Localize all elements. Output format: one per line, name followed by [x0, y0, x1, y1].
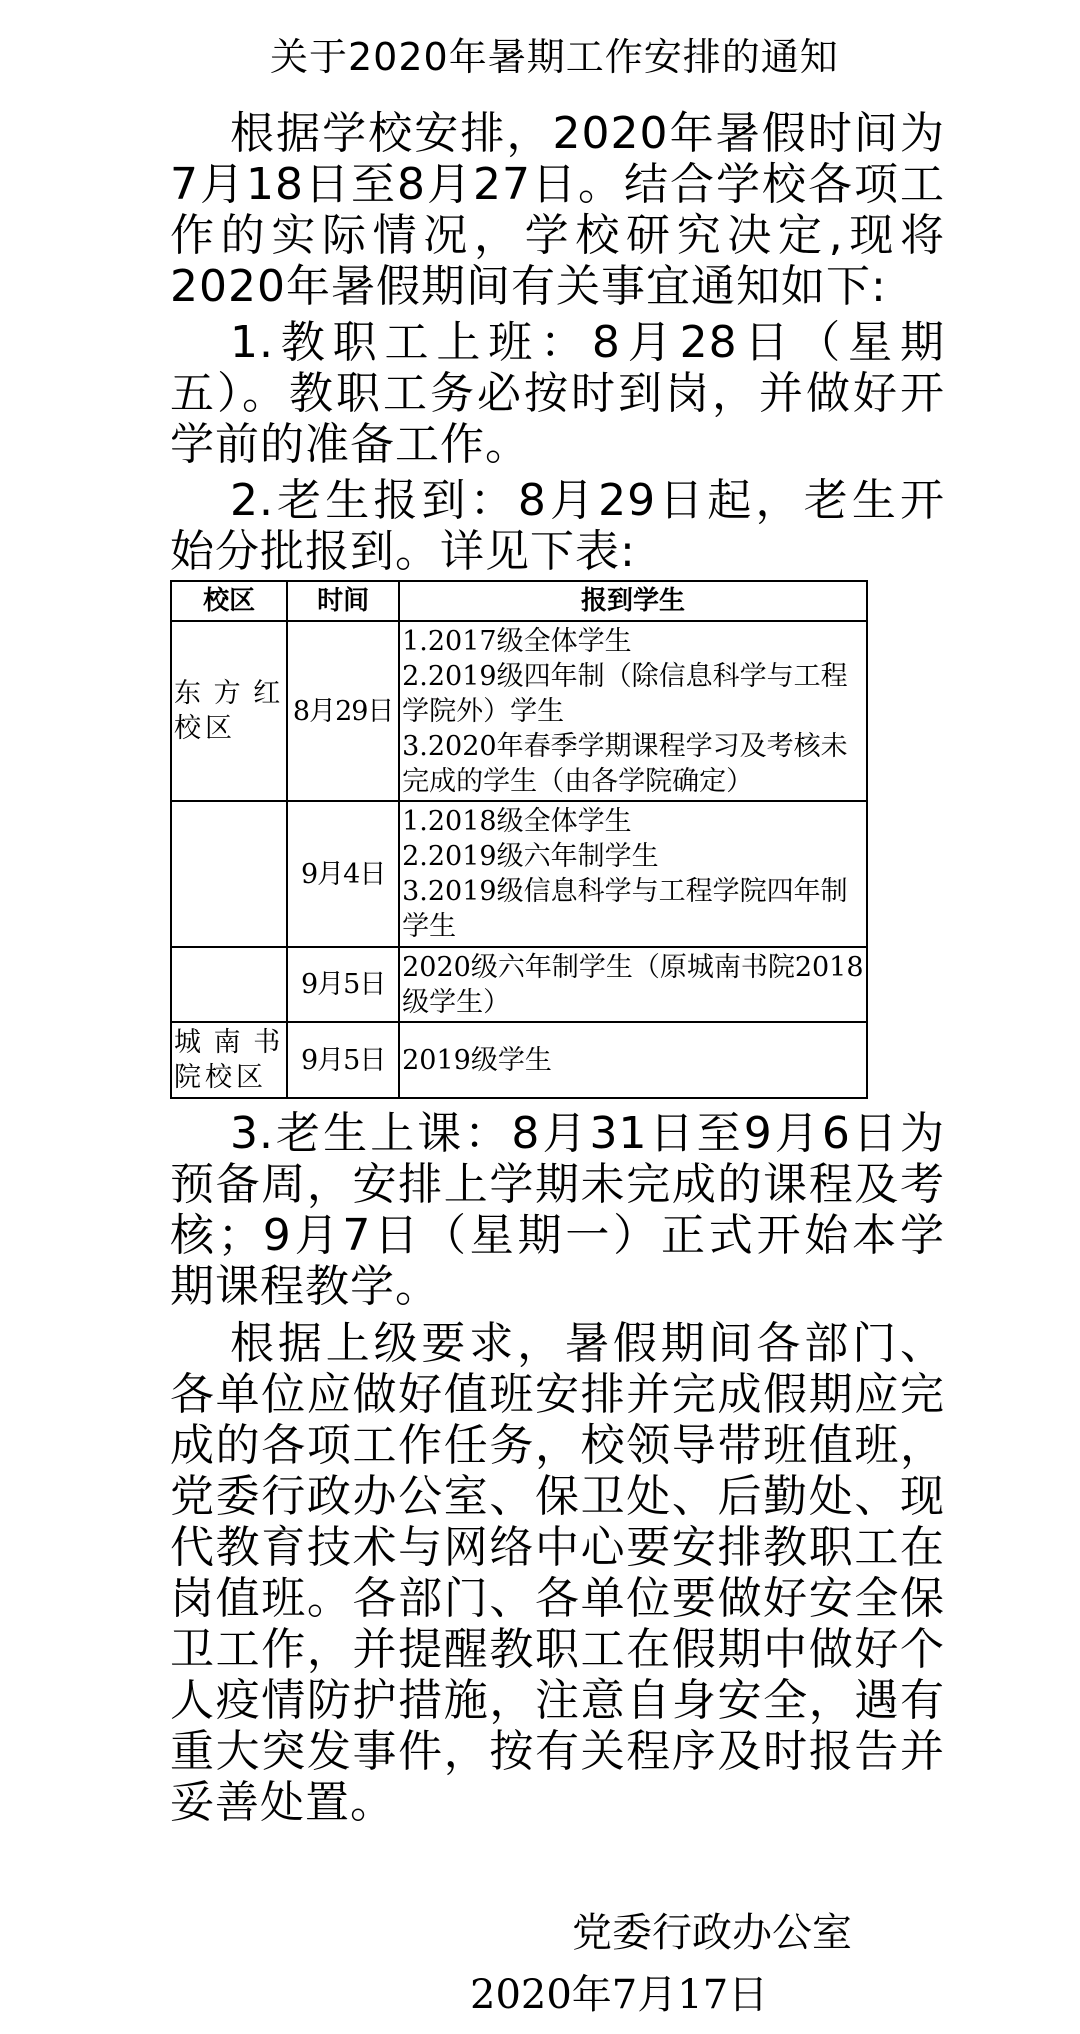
notice-title: 关于2020年暑期工作安排的通知: [270, 35, 839, 79]
item-3-classes-start: 3.老生上课：8月31日至9月6日为预备周，安排上学期未完成的课程及考核；9月7日（星期一）正式开始本学期课程教学。: [170, 1108, 945, 1312]
students-cell: [399, 621, 867, 801]
signing-date: 2020年7月17日: [470, 1972, 769, 2018]
student-group: 3.2020年春季学期课程学习及考核未完成的学生（由各学院确定）: [402, 730, 848, 797]
header-campus: 校区: [171, 581, 287, 621]
student-group: 1.2018级全体学生: [402, 806, 632, 837]
students-cell: [399, 801, 867, 947]
header-students: 报到学生: [399, 581, 867, 621]
signing-office: 党委行政办公室: [572, 1910, 852, 1956]
campus-cell: [171, 947, 287, 1022]
student-group: 1.2017级全体学生: [402, 625, 632, 657]
registration-schedule-table: [170, 580, 868, 1099]
item-2-student-registration: 2.老生报到：8月29日起，老生开始分批报到。详见下表:: [170, 475, 945, 577]
students-cell: [399, 1022, 867, 1098]
table-row: [171, 801, 867, 947]
item-1-staff-return: 1.教职工上班：8月28日（星期五）。教职工务必按时到岗，并做好开学前的准备工作。: [170, 317, 945, 470]
campus-cell: 城南书院校区: [171, 1022, 287, 1098]
students-cell: [399, 947, 867, 1022]
date-cell: 8月29日: [287, 621, 399, 801]
campus-cell: [171, 801, 287, 947]
header-date: 时间: [287, 581, 399, 621]
campus-cell: 东方红校区: [171, 621, 287, 801]
student-group: 2020级六年制学生（原城南书院2018级学生）: [402, 951, 864, 1018]
table-row: [171, 947, 867, 1022]
student-group: 3.2019级信息科学与工程学院四年制学生: [402, 876, 848, 942]
student-group: 2.2019级四年制（除信息科学与工程学院外）学生: [402, 660, 848, 727]
intro-paragraph: 根据学校安排，2020年暑假时间为7月18日至8月27日。结合学校各项工作的实际情况，学校研究决定,现将2020年暑假期间有关事宜通知如下:: [170, 108, 945, 312]
table-header-row: [171, 581, 867, 621]
duty-paragraph: 根据上级要求，暑假期间各部门、各单位应做好值班安排并完成假期应完成的各项工作任务，校领导带班值班，党委行政办公室、保卫处、后勤处、现代教育技术与网络中心要安排教职工在岗值班。各部门、各单位要做好安全保卫工作，并提醒教职工在假期中做好个人疫情防护措施，注意自身安全，遇有重大突发事件，按有关程序及时报告并妥善处置。: [170, 1318, 945, 1828]
table-row: [171, 1022, 867, 1098]
table-row: [171, 621, 867, 801]
date-cell: 9月5日: [287, 947, 399, 1022]
date-cell: 9月4日: [287, 801, 399, 947]
date-cell: 9月5日: [287, 1022, 399, 1098]
student-group: 2019级学生: [402, 1044, 552, 1076]
student-group: 2.2019级六年制学生: [402, 841, 659, 872]
